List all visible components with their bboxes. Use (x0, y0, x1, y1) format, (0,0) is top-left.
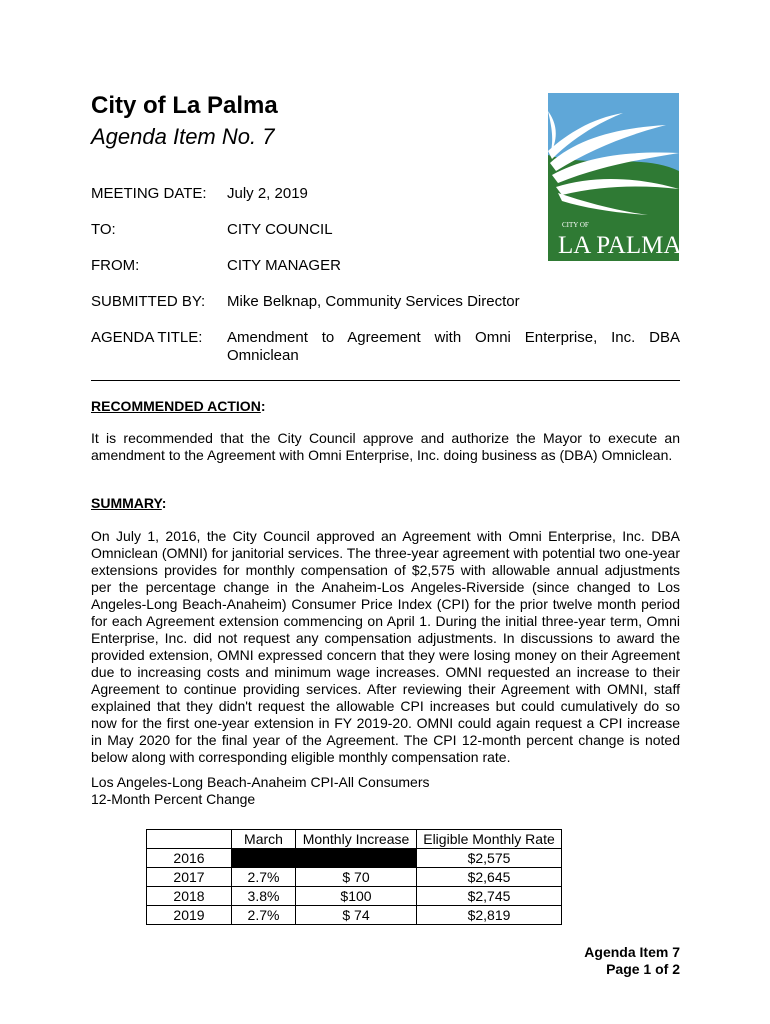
meeting-date-label: MEETING DATE: (91, 185, 207, 202)
agenda-title-value-line1: Amendment to Agreement with Omni Enterprise, Inc. DBA (227, 329, 680, 346)
table-cell-march: 3.8% (232, 887, 296, 906)
to-label: TO: (91, 221, 116, 238)
header-divider (91, 380, 680, 381)
logo-name: LA PALMA (558, 232, 679, 259)
table-row (147, 887, 562, 906)
table-cell-rate: $2,575 (417, 849, 562, 868)
table-cell-year: 2019 (147, 906, 232, 925)
table-cell-year: 2018 (147, 887, 232, 906)
recommended-action-heading-text: RECOMMENDED ACTION (91, 398, 261, 414)
logo-small-text: CITY OF (562, 221, 589, 229)
summary-heading-text: SUMMARY (91, 495, 162, 511)
table-header-cell: March (232, 830, 296, 849)
table-cell-year: 2016 (147, 849, 232, 868)
table-row (147, 868, 562, 887)
table-cell-rate: $2,745 (417, 887, 562, 906)
table-row (147, 906, 562, 925)
table-cell-rate: $2,819 (417, 906, 562, 925)
table-cell-march: 2.7% (232, 868, 296, 887)
from-label: FROM: (91, 257, 140, 274)
footer-page-number: Page 1 of 2 (606, 961, 680, 977)
meeting-date-value: July 2, 2019 (227, 185, 308, 202)
recommended-action-heading (91, 398, 265, 414)
summary-heading (91, 495, 166, 511)
table-header-row (147, 830, 562, 849)
summary-text: On July 1, 2016, the City Council approved an Agreement with Omni Enterprise, Inc. DBA Omniclean (OMNI) for janitorial services. The three-year agreement with potential two one-year extensions provides for monthly compensation of $2,575 with allowable annual adjustments per the percentage change in the Anaheim-Los Angeles-Riverside (since changed to Los Angeles-Long Beach-Anaheim) Consumer Price Index (CPI) for the prior twelve month period for each Agreement extension commencing on April 1. During the initial three-year term, Omni Enterprise, Inc. did not request any compensation adjustments. In discussions to award the provided extension, OMNI expressed concern that they were losing money on their Agreement due to increasing costs and minimum wage increases. OMNI requested an increase to their Agreement to continue providing services. After reviewing their Agreement with OMNI, staff explained that they didn't request the allowable CPI increases but could cumulatively do so now for the first one-year extension in FY 2019-20. OMNI could again request a CPI increase in May 2020 for the final year of the Agreement. The CPI 12-month percent change is noted below along with corresponding eligible monthly compensation rate. (91, 528, 680, 765)
agenda-title-value-line2: Omniclean (227, 347, 299, 364)
agenda-title-label: AGENDA TITLE: (91, 329, 203, 346)
heading-colon: : (161, 495, 167, 511)
table-header-cell: Monthly Increase (296, 830, 417, 849)
table-header-cell: Eligible Monthly Rate (417, 830, 562, 849)
to-value: CITY COUNCIL (227, 221, 333, 238)
table-cell-increase: $ 70 (296, 868, 417, 887)
heading-colon: : (260, 398, 266, 414)
table-cell-rate: $2,645 (417, 868, 562, 887)
cpi-table (146, 829, 562, 925)
table-header-cell (147, 830, 232, 849)
table-cell-year: 2017 (147, 868, 232, 887)
cpi-caption-line1: Los Angeles-Long Beach-Anaheim CPI-All Consumers (91, 774, 430, 790)
cpi-caption-line2: 12-Month Percent Change (91, 791, 256, 807)
submitted-by-value: Mike Belknap, Community Services Director (227, 293, 520, 310)
redacted-cell (232, 849, 417, 868)
table-row (147, 849, 562, 868)
submitted-by-label: SUBMITTED BY: (91, 293, 206, 310)
from-value: CITY MANAGER (227, 257, 341, 274)
footer-agenda-item: Agenda Item 7 (584, 944, 680, 960)
table-cell-increase: $100 (296, 887, 417, 906)
agenda-item-subtitle: Agenda Item No. 7 (91, 124, 275, 149)
table-cell-march: 2.7% (232, 906, 296, 925)
recommended-action-text: It is recommended that the City Council approve and authorize the Mayor to execute an amendment to the Agreement with Omni Enterprise, Inc. doing business as (DBA) Omniclean. (91, 430, 680, 463)
page-title: City of La Palma (91, 92, 278, 119)
table-cell-increase: $ 74 (296, 906, 417, 925)
